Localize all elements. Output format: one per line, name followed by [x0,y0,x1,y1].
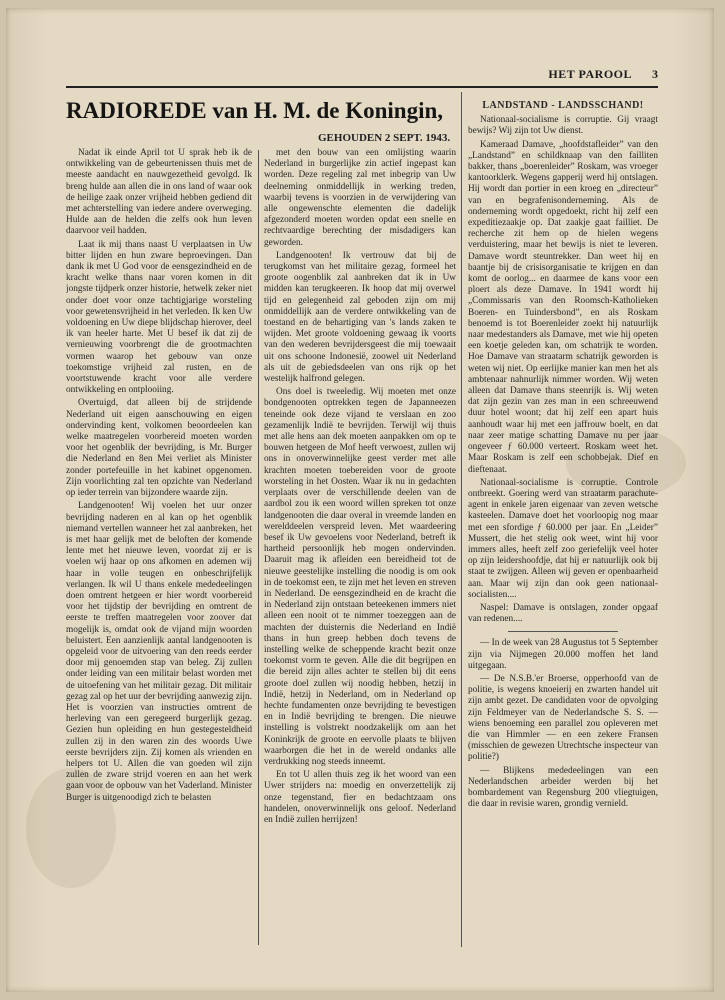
paragraph: Landgenooten! Ik vertrouw dat bij de terugkomst van het militaire gezag, formeel het groote oogenblik zal aanbreken dat ik in Uw midden kan terugkeeren. Ik hoop dat mij overwel tijd en gelegenheid zal geboden zijn om mij onmiddellijk aan de verdere ontwikkeling van de toestand en de behartiging van 's lands zaken te wijden. Met groote voldoening gewaag ik voorts van den wederen bevrijdersgeest die mij toewaait uit ons schoone Indonesië, zoowel uit Nederland als uit de gebiedsdeelen van ons rijk op het westelijk halfrond gelegen. [264,250,456,385]
paragraph: Laat ik mij thans naast U verplaatsen in Uw bitter lijden en hun zware beproevingen. Dan dank ik met U God voor de eensgezindheid en de kracht welke thans naar voren komen in dit jongste tijdperk onzer historie, hetwelk zeker niet onder doet voor onze tachtigjarige worsteling voor gewetensvrijheid in het verleden. Ik ken Uw voldoening en Uw diepe blijdschap hierover, deel ik van heeler harte. Met U besef ik dat zij de vernieuwing voorbrengt die de grootmachten vormen waarop het gebouw van onze toekomstige vrijheid zal rusten, en de voortstuwende kracht voor alle verdere ontwikkeling en ontplooiing. [66,239,252,396]
news-item: — Blijkens mededeelingen van een Nederlandschen arbeider werden bij het bombardement van Regensburg 200 vliegtuigen, die daar in revisie waren, grondig vernield. [468,765,658,810]
paragraph: Nadat ik einde April tot U sprak heb ik de ontwikkeling van de gebeurtenissen thuis met de meeste aandacht en nauwgezetheid gevolgd. Ik breng hulde aan allen die in ons land of waar ook de heilige zaak onzer vrijheid hebben gediend dit met achterstelling van iedere andere overweging. Hulde aan de helden die zelfs ook hun leven daarvoor veil hadden. [66,148,252,237]
paragraph: Naspel: Damave is ontslagen, zonder opgaaf van redenen.... [468,602,658,625]
news-item: — In de week van 28 Augustus tot 5 September zijn via Nijmegen 20.000 moffen het land uitgegaan. [468,638,658,671]
column-rule [258,150,259,945]
paragraph: Nationaal-socialisme is corruptie. Gij vraagt bewijs? Wij zijn tot Uw dienst. [468,115,658,137]
paragraph: Overtuigd, dat alleen bij de strijdende Nederland uit eigen aanschouwing en eigen ondervinding kent, volkomen beoordeelen kan welke maatregelen voorbereid moeten worden voor het ogenblik der bevrijding, is Mr. Burger die Nederland en 8en Mei verliet als Minister zonder portefeuille in het kabinet opgenomen. Zijn voorlichting zal ten opzichte van Nederland op ieder terrein van bijzondere waarde zijn. [66,398,252,499]
paragraph: En tot U allen thuis zeg ik het woord van een Uwer strijders na: moedig en onverzettelijk zij onze tegenstand, fier en bedachtzaam ons handelen, onoverwinnelijk ons geloof. Nederland en Indië zullen herrijzen! [264,770,456,825]
page-number: 3 [652,67,658,81]
newspaper-name: HET PAROOL [548,67,632,81]
paragraph: Nationaal-socialisme is corruptie. Controle ontbreekt. Goering werd van straatarm parachute-agent in enkele jaren eigenaar van zeven wetsche kasteelen. Damave doet het voorloopig nog maar met een sfordige ƒ 60.000 per jaar. En „Leider” Mussert, die het stelig ook weet, wint hij voor immers alles, heeft zelf zoo geriefelijk veel hoter op zijn leidershoofdje, dat hij er natuurlijk ook bij staat te zwijgen. Alleen wij geven er openbaarheid aan. Maar wij zijn dan ook geen nationaal-socialisten.... [468,477,658,600]
article-column-1 [66,148,252,948]
article-column-3 [468,100,658,940]
paragraph: Landgenooten! Wij voelen het uur onzer bevrijding naderen en al kan op het ogenblik niemand vertellen wanneer het zal aanbreken, het is met haar gelijk met de beloften der komende lente met het nieuwe leven, voordat zij er is voelen wij haar op ons afkomen en ademen wij haar in volle teugen en onbeschrijfelijk verlangen. Ik wil U thans enkele mededeelingen doen omtrent hetgeen er hier wordt voorbereid voor het tijdstip der bevrijding en omtrent de eerste te treffen maatregelen voor zoover dat mogelijk is, omdat ook de vijand mijn woorden beluistert. Een aanzienlijk aantal landgenooten is opgeleid voor de uitvoering van den reeds eerder door mij genoemden stap van beleg. Zij zullen onder leiding van een militair belast worden met de uitoefening van het militair gezag. Dit militair gezag zal op het uur der bevrijding aanwezig zijn. Het is voorzien van instructies omtrent de herleving van een geregeerd burgerlijk gezag. Gezien hun opleiding en hun gestegesteldheid zullen zij in den waren zin des woords Uwe eerste bevrijders zijn. Zij komen als vrienden en helpers tot U. Allen die van goeden wil zijn zullen de zware strijd voeren en aan het werk gaan voor de opbouw van het Vaderland. Minister Burger is uitgenoodigd zich te belasten [66,501,252,803]
headline: RADIOREDE van H. M. de Koningin, [66,98,444,123]
paragraph: met den bouw van een omlijsting waarin Nederland in burgerlijke zin actief ingepast kan worden. Deze regeling zal met inbegrip van Uw deelneming onmiddellijk in werking treden, waarbij tevens is voorzien in de verwijdering van alle ongewenschte elementen die dadelijk afgezonderd moeten worden opdat een snelle en rechtvaardige berechting der misdadigers kan geworden. [264,148,456,248]
subheadline-date: GEHOUDEN 2 SEPT. 1943. [318,132,451,144]
paragraph: Ons doel is tweeledig. Wij moeten met onze bondgenooten optrekken tegen de Japanneezen teneinde ook deze vijand te verslaan en zoo gezamenlijk Indië te bevrijden. Terwijl wij thuis met alle hens aan dek moeten aanpakken om op te bouwen hetgeen de Mof heeft verwoest, zullen wij ons in onoverwinnelijke geest verder met alle krachten moeten toebereiden voor de groote worsteling in het Oosten. Waar ik nu in gedachten verplaats over de verschillende deelen van de aardbol zou ik een woord willen spreken tot onze landgenooten die daar overal in vreemde landen en werelddeelen verspreid leven. Met waardeering besef ik Uw gevoelens voor Nederland, betreft ik hartheid persoonlijk heb mogen ondervinden. Daaruit mag ik afleiden een bereidheid tot de nieuwe geestelijke instelling die noodig is om ook in de toekomst een, te zijn met het leven en streven in Nederland. De eensgezindheid en de kracht die in Nederland zijn ontstaan beteekenen immers niet alleen een nooit ot te nimmer toezeggen aan de machten der duisternis die Nederland en Indië thans in hun greep hebben doch tevens de instelling welke de scheppende kracht bezit onze toekomst vorm te geven. Alle die dit begrijpen en die bereid zijn alles achter te stellen bij dit eens groote doel zullen wij noodig hebben, hetzij in Indië, hetzij in Nederland, om in Nederland op hechte fundamenten onze bevrijding te bevestigen en in Indië bevrijding te brengen. Die nieuwe instelling is volstrekt noodzakelijk om aan het Koninkrijk de groote en eervolle plaats te blijven waarborgen die het in de wereld ondanks alle verdrukking nog steeds inneemt. [264,387,456,767]
section-divider [508,631,618,632]
column-rule [461,92,462,947]
section-title: LANDSTAND - LANDSSCHAND! [482,100,644,111]
masthead [66,68,658,88]
article-column-2 [264,148,456,948]
news-item: — De N.S.B.'er Broerse, opperhoofd van de politie, is wegens knoeierij en zwarten handel uit zijn ambt gezet. De candidaten voor de opvolging zijn Feldmeyer van de Nederlandsche S. S. — wiens benoeming een parallel zou opleveren met die van Himmler — en een zekere Fransen (misschien de gewezen Utrechtsche inspecteur van politie?) [468,673,658,763]
paragraph: Kameraad Damave, „hoofdstafleider” van den „Landstand” en schildknaap van den failliten bakker, thans „boerenleider” Roskam, was vroeger kantoorklerk. Wegens gapperij werd hij ontslagen. Hij wordt dan portier in een kroeg en „directeur” van en begrafenisonderneming. Als de onderneming wordt opgedoekt, richt hij zelf een expeditiezaakje op. Dat zaakje gaat failliet. De recherche zit hem op de hielen wegens verduistering, maar het bewijs is niet te leveren. Damave wordt steuntrekker. Dan weet hij en baantje bij de crisisorganisatie te krijgen en dan komt de oorlog... en daarmee de kans voor een ploert als deze Damave. In 1941 wordt hij „Commissaris van den Roomsch-Katholieken Boeren- en Tuindersbond”, en als Roskam benoemd is tot Boerenleider zoekt hij natuurlijk naar medestanders als Damave, met wie hij opeten een koetje geleden kan, om schatrijk te worden. Hoe Damave van straatarm schatrijk geworden is weten wij niet. Op eerlijke manier kan men het als ambtenaar nahnurlijk nimmer worden. Wij weten alleen dat Damave thans steenrijk is. Wij weten dat zijn gezin van zes man in een schreeuwend duur hotel woont; dat hij zelf een apart huis aanhoudt waar hij met een jaffrouw boelt, en dat naar zeer matige schatting Damave nu per jaar ongeveer ƒ 60.000 verteert. Roskam weet het. Maar Roskam is zelf een schobbejak. Dief en dieftenaat. [468,139,658,475]
